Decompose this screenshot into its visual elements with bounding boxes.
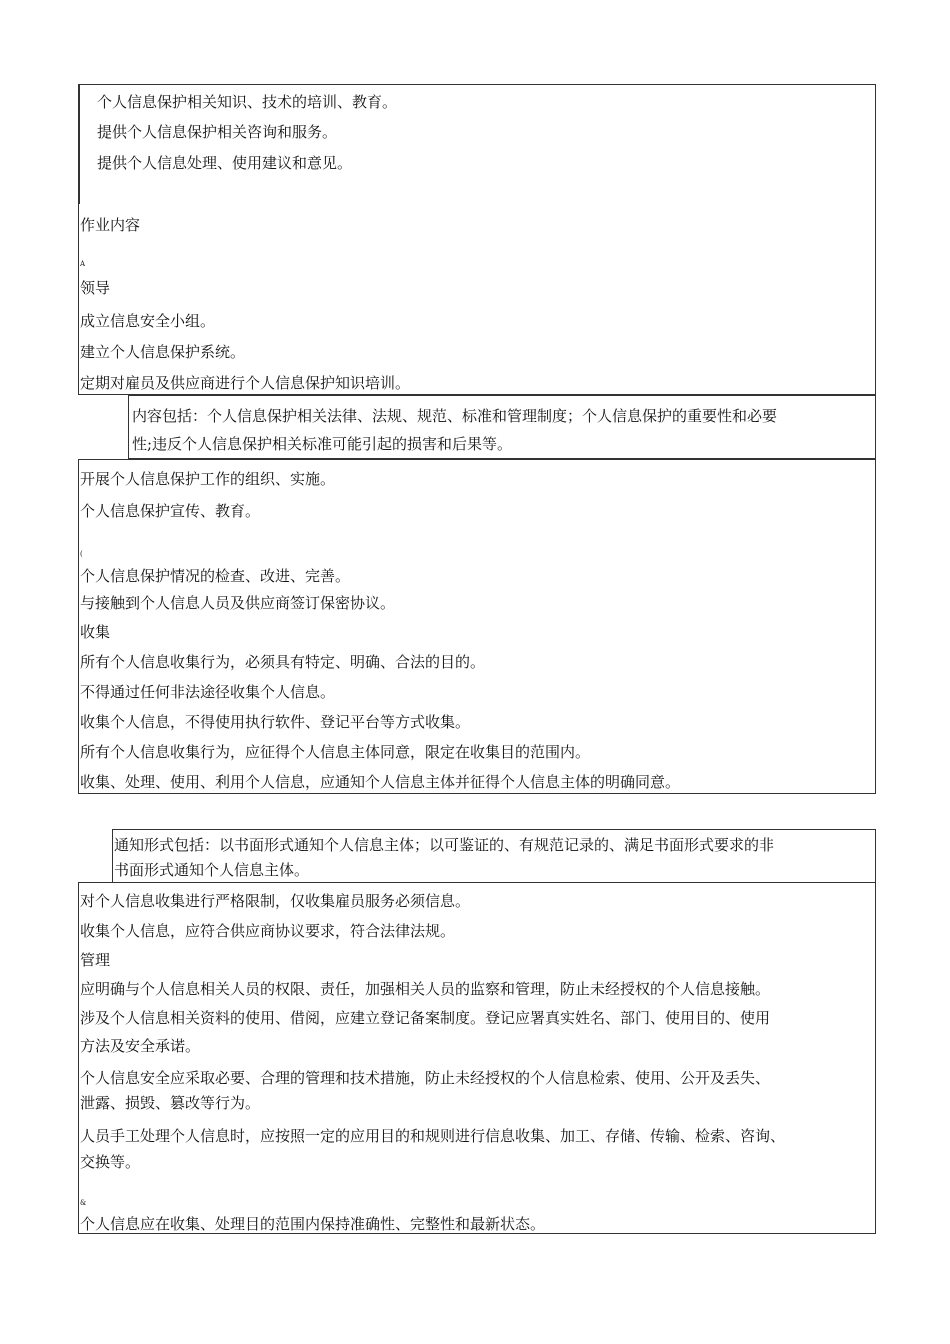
manage-item: 个人信息应在收集、处理目的范围内保持准确性、完整性和最新状态。 — [80, 1215, 546, 1233]
note2-line: 通知形式包括：以书面形式通知个人信息主体；以可鉴证的、有规范记录的、满足书面形式要求的非 — [114, 836, 775, 854]
left-margin-bar — [78, 84, 80, 204]
section2-item: 个人信息保护宣传、教育。 — [80, 502, 261, 520]
manage-item: 应明确与个人信息相关人员的权限、责任，加强相关人员的监察和管理，防止未经授权的个人信息接触。 — [80, 980, 771, 998]
collect-item: 所有个人信息收集行为，应征得个人信息主体同意，限定在收集目的范围内。 — [80, 743, 591, 761]
manage-item: 个人信息安全应采取必要、合理的管理和技术措施，防止未经授权的个人信息检索、使用、公开及丢失、 — [80, 1069, 771, 1087]
section1-item: 提供个人信息保护相关咨询和服务。 — [97, 123, 338, 141]
marker-c: & — [80, 1199, 87, 1207]
work-heading: 作业内容 — [80, 216, 141, 234]
marker-a: A — [80, 260, 86, 268]
manage-item: 涉及个人信息相关资料的使用、借阅，应建立登记备案制度。登记应署真实姓名、部门、使用目的、使用 — [80, 1009, 771, 1027]
marker-b: ( — [80, 550, 83, 558]
collect-item: 收集个人信息，不得使用执行软件、登记平台等方式收集。 — [80, 713, 471, 731]
leader-title: 领导 — [80, 279, 111, 297]
leader-item: 建立个人信息保护系统。 — [80, 343, 246, 361]
section3-item: 收集个人信息，应符合供应商协议要求，符合法律法规。 — [80, 922, 456, 940]
collect-item: 收集、处理、使用、利用个人信息，应通知个人信息主体并征得个人信息主体的明确同意。 — [80, 773, 681, 791]
section2-item: 开展个人信息保护工作的组织、实施。 — [80, 470, 336, 488]
collect-title: 收集 — [80, 623, 111, 641]
note1-line: 内容包括：个人信息保护相关法律、法规、规范、标准和管理制度；个人信息保护的重要性和必要 — [132, 407, 778, 425]
section1-item: 个人信息保护相关知识、技术的培训、教育。 — [97, 93, 398, 111]
section2-item: 与接触到个人信息人员及供应商签订保密协议。 — [80, 594, 396, 612]
manage-title: 管理 — [80, 951, 111, 969]
leader-item: 定期对雇员及供应商进行个人信息保护知识培训。 — [80, 374, 411, 392]
collect-item: 不得通过任何非法途径收集个人信息。 — [80, 683, 336, 701]
manage-item: 交换等。 — [80, 1153, 141, 1171]
manage-item: 方法及安全承诺。 — [80, 1037, 201, 1055]
manage-item: 泄露、损毁、篡改等行为。 — [80, 1094, 261, 1112]
manage-item: 人员手工处理个人信息时，应按照一定的应用目的和规则进行信息收集、加工、存储、传输、检索、咨询、 — [80, 1127, 786, 1145]
leader-item: 成立信息安全小组。 — [80, 312, 216, 330]
collect-item: 所有个人信息收集行为，必须具有特定、明确、合法的目的。 — [80, 653, 486, 671]
note1-line: 性;违反个人信息保护相关标准可能引起的损害和后果等。 — [132, 435, 513, 453]
section3-item: 对个人信息收集进行严格限制，仅收集雇员服务必须信息。 — [80, 892, 471, 910]
section1-item: 提供个人信息处理、使用建议和意见。 — [97, 154, 353, 172]
section2-item: 个人信息保护情况的检查、改进、完善。 — [80, 567, 351, 585]
note2-line: 书面形式通知个人信息主体。 — [114, 861, 310, 879]
